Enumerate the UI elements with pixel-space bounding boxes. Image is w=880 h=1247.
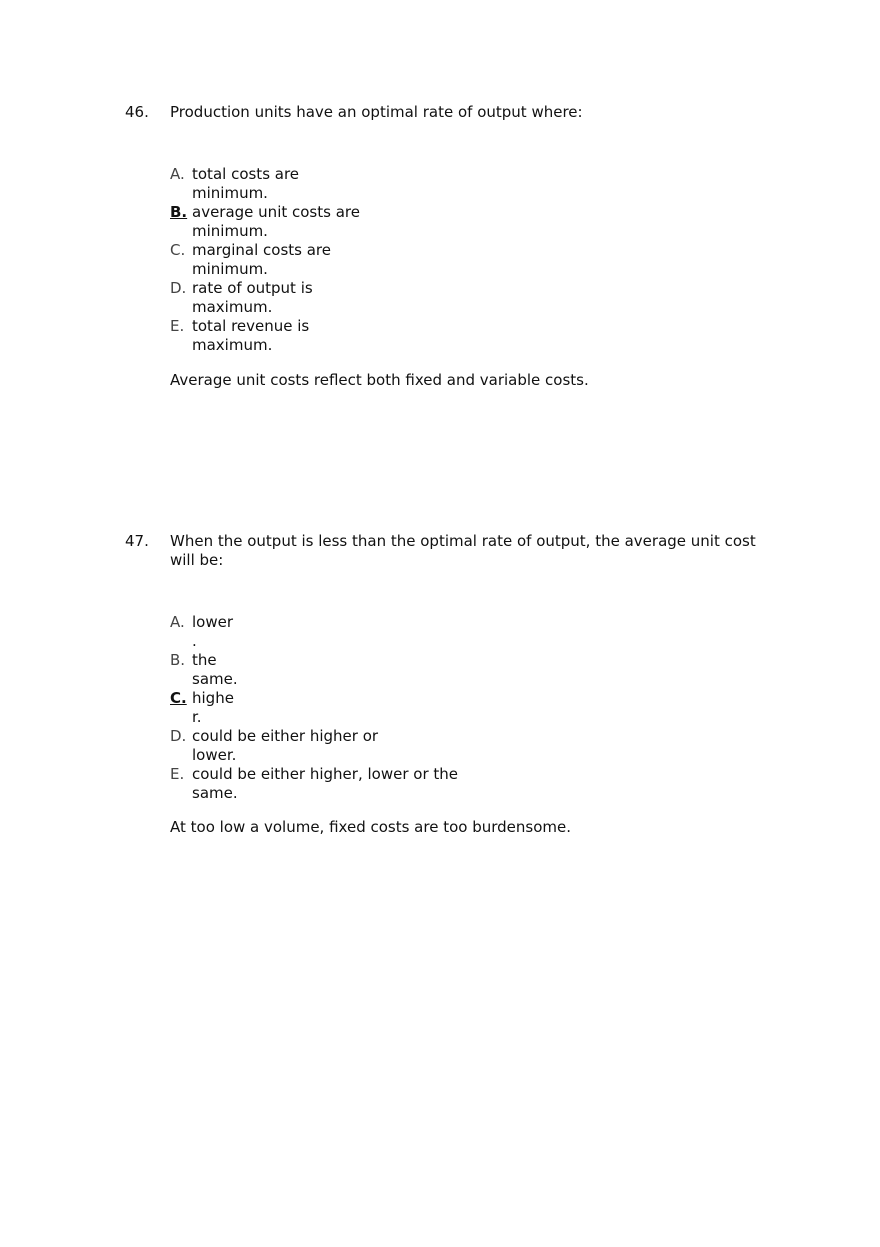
choice-text-line: minimum. xyxy=(192,184,268,202)
choice-letter: E. xyxy=(170,765,185,783)
choice-text-line: marginal costs are xyxy=(192,241,331,259)
choice-text-line: total costs are xyxy=(192,165,300,183)
choice-text-line: minimum. xyxy=(192,222,268,240)
choice-text-line: lower. xyxy=(192,746,237,764)
explanation: At too low a volume, fixed costs are too burdensome. xyxy=(170,818,572,836)
choice-text-line: rate of output is xyxy=(192,279,313,297)
choice-letter: D. xyxy=(170,727,187,745)
choice-text-line: the xyxy=(192,651,217,669)
choice-b xyxy=(170,651,458,689)
choice-text-line: highe xyxy=(192,689,234,707)
correct-choice-letter: B. xyxy=(170,203,188,221)
choice-letter: D. xyxy=(170,279,187,297)
choice-text-line: could be either higher or xyxy=(192,727,379,745)
choice-text-line: r. xyxy=(192,708,202,726)
explanation: Average unit costs reflect both fixed and variable costs. xyxy=(170,371,589,389)
choice-e xyxy=(170,765,458,803)
choice-a xyxy=(170,613,458,651)
answer-choices xyxy=(170,165,360,355)
choice-a xyxy=(170,165,360,203)
choice-text-line: . xyxy=(192,632,197,650)
question-number: 47. xyxy=(125,532,149,550)
answer-choices xyxy=(170,613,458,803)
choice-d xyxy=(170,279,360,317)
choice-text-line: minimum. xyxy=(192,260,268,278)
choice-text-line: lower xyxy=(192,613,234,631)
choice-text-line: average unit costs are xyxy=(192,203,360,221)
choice-text-line: maximum. xyxy=(192,336,273,354)
choice-letter: A. xyxy=(170,613,185,631)
choice-text-line: same. xyxy=(192,670,238,688)
choice-d xyxy=(170,727,458,765)
question-stem: Production units have an optimal rate of output where: xyxy=(170,103,583,121)
choice-b xyxy=(170,203,360,241)
choice-letter: A. xyxy=(170,165,185,183)
choice-text-line: could be either higher, lower or the xyxy=(192,765,458,783)
choice-c xyxy=(170,241,360,279)
choice-e xyxy=(170,317,360,355)
correct-choice-letter: C. xyxy=(170,689,187,707)
choice-text-line: same. xyxy=(192,784,238,802)
choice-text-line: total revenue is xyxy=(192,317,310,335)
question-number: 46. xyxy=(125,103,149,121)
question-stem: When the output is less than the optimal rate of output, the average unit cost will be: xyxy=(170,532,756,569)
choice-letter: C. xyxy=(170,241,186,259)
choice-letter: B. xyxy=(170,651,186,669)
choice-c xyxy=(170,689,458,727)
choice-text-line: maximum. xyxy=(192,298,273,316)
choice-letter: E. xyxy=(170,317,185,335)
